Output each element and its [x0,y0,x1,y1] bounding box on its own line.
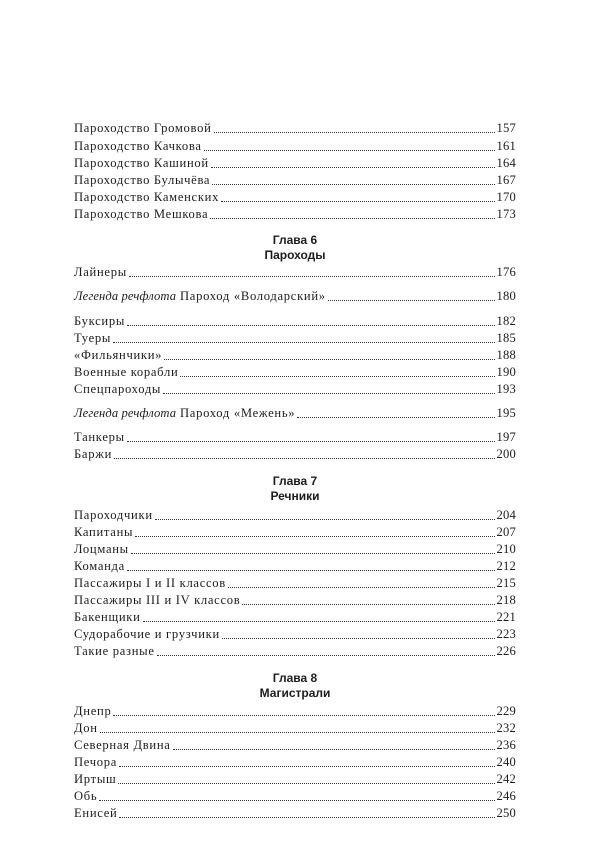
toc-entry-title: Лоцманы [74,542,129,556]
toc-entry-page: 161 [496,139,516,153]
dot-leader [113,715,494,716]
toc-entry-title: Такие разные [74,644,155,658]
toc-entry[interactable] [74,771,516,788]
toc-entry-page: 176 [496,265,516,279]
toc-entry-title: Пассажиры III и IV классов [74,593,241,607]
toc-entry-page: 157 [496,121,516,135]
dot-leader [119,766,494,767]
toc-entry-page: 236 [496,738,516,752]
toc-entry-title: Туеры [74,331,112,345]
toc-entry-page: 195 [496,406,516,420]
toc-entry-page: 193 [496,382,516,396]
toc-entry[interactable] [74,805,516,822]
toc-entry[interactable] [74,524,516,541]
toc-entry-page: 180 [496,289,516,303]
dot-leader [119,817,494,818]
toc-entry-title: Пароходство Громовой [74,121,212,135]
toc-entry-legend[interactable] [74,405,516,422]
toc-entry-title: Северная Двина [74,738,171,752]
toc-entry-page: 197 [496,430,516,444]
toc-entry-page: 250 [496,806,516,820]
chapter-7-number: Глава 7 [272,474,318,488]
dot-leader [127,441,495,442]
toc-entry-page: 232 [496,721,516,735]
toc-entry[interactable] [74,754,516,771]
legend-label: Легенда речфлота [74,289,177,303]
toc-entry[interactable] [74,720,516,737]
toc-entry-page: 182 [496,314,516,328]
toc-entry-title: Буксиры [74,314,126,328]
table-of-contents-page [74,0,516,864]
chapter-8-number: Глава 8 [272,671,318,685]
dot-leader [118,783,494,784]
toc-entry[interactable] [74,330,516,347]
dot-leader [210,218,494,219]
toc-entry-title: Лайнеры [74,265,127,279]
dot-leader [228,587,495,588]
dot-leader [180,376,494,377]
dot-leader [222,638,495,639]
dot-leader [242,604,494,605]
legend-title: Пароход «Володарский» [176,289,326,303]
toc-entry-page: 173 [496,207,516,221]
toc-entry[interactable] [74,609,516,626]
dot-leader [328,300,495,301]
toc-entry[interactable] [74,558,516,575]
chapter-6-title: Пароходы [264,248,326,262]
toc-entry[interactable] [74,541,516,558]
toc-entry[interactable] [74,189,516,206]
toc-entry-page: 246 [496,789,516,803]
toc-entry[interactable] [74,626,516,643]
toc-entry-page: 212 [496,559,516,573]
toc-entry-title: Пароходчики [74,508,153,522]
dot-leader [143,621,495,622]
dot-leader [127,570,495,571]
dot-leader [127,325,494,326]
dot-leader [155,519,495,520]
toc-entry-title: Спецпароходы [74,382,162,396]
dot-leader [204,150,495,151]
chapter-6-number: Глава 6 [272,233,318,247]
toc-entry-page: 226 [496,644,516,658]
dot-leader [211,167,495,168]
toc-entry-page: 185 [496,331,516,345]
dot-leader [99,800,494,801]
toc-entry-title: Пароходство Качкова [74,139,202,153]
toc-entry-title: Танкеры [74,430,125,444]
dot-leader [113,342,494,343]
toc-entry-title: Пароходство Мешкова [74,207,209,221]
dot-leader [212,184,494,185]
toc-entry-title: Пароходство Кашиной [74,156,209,170]
toc-entry[interactable] [74,364,516,381]
toc-entry-title: Дон [74,721,98,735]
dot-leader [297,417,494,418]
toc-entry-page: 242 [496,772,516,786]
dot-leader [173,749,495,750]
legend-label: Легенда речфлота [74,406,177,420]
toc-entry[interactable] [74,507,516,524]
toc-entry[interactable] [74,429,516,446]
toc-entry-page: 204 [496,508,516,522]
toc-entry-title: Обь [74,789,98,803]
toc-entry[interactable] [74,264,516,281]
toc-entry[interactable] [74,643,516,660]
toc-entry-title: Военные корабли [74,365,179,379]
toc-entry-title: Судорабочие и грузчики [74,627,220,641]
toc-entry-title [74,405,295,422]
toc-entry[interactable] [74,138,516,155]
toc-entry-title: Бакенщики [74,610,141,624]
toc-entry-page: 164 [496,156,516,170]
toc-entry-title: Команда [74,559,125,573]
toc-entry-title: Пароходство Каменских [74,190,220,204]
toc-entry[interactable] [74,788,516,805]
toc-entry-title [74,288,326,305]
toc-entry[interactable] [74,172,516,189]
legend-title: Пароход «Межень» [176,406,296,420]
toc-entry[interactable] [74,155,516,172]
dot-leader [131,553,495,554]
toc-entry[interactable] [74,120,516,137]
toc-entry-title: Капитаны [74,525,134,539]
toc-entry-page: 210 [496,542,516,556]
dot-leader [221,201,494,202]
toc-entry-title: Иртыш [74,772,117,786]
toc-entry-page: 200 [496,447,516,461]
toc-entry-title: Пассажиры I и II классов [74,576,226,590]
toc-entry-page: 170 [496,190,516,204]
chapter-8-title: Магистрали [259,686,331,700]
toc-entry-page: 221 [496,610,516,624]
dot-leader [163,393,494,394]
toc-entry[interactable] [74,575,516,592]
toc-entry-page: 188 [496,348,516,362]
toc-entry-title: Печора [74,755,118,769]
toc-entry-page: 207 [496,525,516,539]
toc-entry[interactable] [74,206,516,223]
toc-entry-title: Баржи [74,447,113,461]
toc-entry-title: Днепр [74,704,112,718]
toc-entry[interactable] [74,313,516,330]
toc-entry-page: 240 [496,755,516,769]
toc-entry-page: 190 [496,365,516,379]
toc-entry[interactable] [74,703,516,720]
dot-leader [114,458,494,459]
toc-entry[interactable] [74,381,516,398]
toc-entry-title: «Фильянчики» [74,348,163,362]
toc-entry-title: Енисей [74,806,118,820]
dot-leader [135,536,494,537]
toc-entry-page: 215 [496,576,516,590]
toc-entry-legend[interactable] [74,288,516,305]
dot-leader [157,655,495,656]
toc-entry-page: 229 [496,704,516,718]
toc-entry[interactable] [74,592,516,609]
chapter-7-title: Речники [270,489,320,503]
toc-entry[interactable] [74,446,516,463]
toc-entry-page: 223 [496,627,516,641]
dot-leader [129,276,495,277]
toc-entry[interactable] [74,347,516,364]
dot-leader [164,359,494,360]
dot-leader [214,132,495,133]
dot-leader [100,732,495,733]
toc-entry[interactable] [74,737,516,754]
toc-entry-title: Пароходство Булычёва [74,173,211,187]
toc-entry-page: 167 [496,173,516,187]
toc-entry-page: 218 [496,593,516,607]
